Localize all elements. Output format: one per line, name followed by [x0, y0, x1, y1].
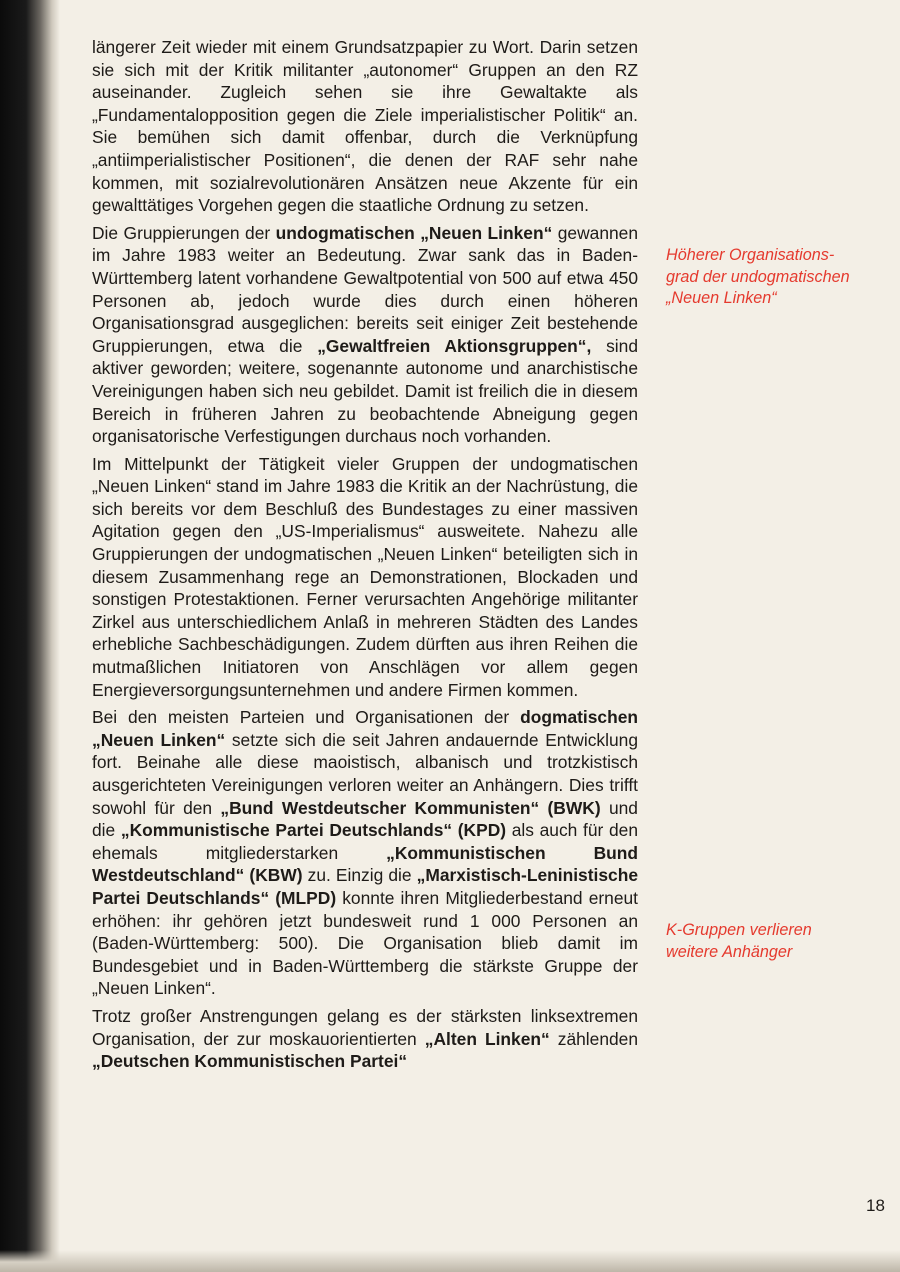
paragraph-4-text: setzte sich die seit Jahren andauernde Entwicklung fort. Beinahe alle diese maoistisch, albanisch und trotzkistisch ausgerichteten Vereinigungen verloren weiter an Anhängern. Dies trifft sowohl für den — [92, 729, 638, 818]
margin-note-line: Höherer Organisations- — [666, 246, 835, 264]
main-text-column — [92, 36, 638, 1078]
paragraph-4-text: zu. Einzig die — [302, 865, 417, 886]
margin-note-organisationsgrad — [666, 245, 896, 310]
paragraph-4-text: als auch für den ehemals mitgliederstarken — [92, 820, 638, 863]
paragraph-2-text: gewannen im Jahre 1983 weiter an Bedeutung. Zwar sank das in Baden-Württemberg latent vorhandene Gewaltpotential von 500 auf etwa 450 Personen ab, jedoch wurde dies durch einen höheren Organisationsgrad ausgeglichen: bereits seit einiger Zeit bestehende Gruppierungen, etwa die — [92, 222, 639, 356]
paragraph-5-bold-alte-linke: „Alten Linken“ — [424, 1028, 550, 1049]
page-bottom-edge — [0, 1250, 900, 1272]
paragraph-5 — [92, 1005, 638, 1073]
paragraph-4-text: Bei den meisten Parteien und Organisationen der — [92, 707, 521, 728]
paragraph-1: längerer Zeit wieder mit einem Grundsatzpapier zu Wort. Darin setzen sie sich mit der Kritik militanter „autonomer“ Gruppen an den RZ auseinander. Zugleich sehen sie ihre Gewaltakte als „Fundamentalopposition gegen die Ziele imperialistischer Politik“ an. Sie bemühen sich damit offenbar, durch die Verknüpfung „antiimperialistischer Positionen“, die denen der RAF sehr nahe kommen, mit sozialrevolutionären Ansätzen neue Akzente für ein gewalttätiges Vorgehen gegen die staatliche Ordnung zu setzen. — [92, 37, 638, 216]
paragraph-4-bold-dogmatic: dogmatischen „Neuen Linken“ — [92, 707, 638, 750]
paragraph-5-text: zählenden — [549, 1028, 639, 1049]
paragraph-2-bold-gewaltfreie: „Gewaltfreien Aktionsgruppen“, — [317, 335, 592, 356]
paragraph-5-bold-dkp: „Deutschen Kommunistischen Partei“ — [92, 1051, 408, 1072]
margin-note-line: K-Gruppen verlieren — [666, 921, 812, 939]
margin-note-line: „Neuen Linken“ — [666, 289, 777, 307]
book-binding-shadow — [0, 0, 60, 1272]
paragraph-3: Im Mittelpunkt der Tätigkeit vieler Gruppen der undogmatischen „Neuen Linken“ stand im Jahre 1983 die Kritik an der Nachrüstung, die sich bereits vor dem Beschluß des Bundestages zu einer massiven Agitation gegen den „US-Imperialismus“ ausweitete. Nahezu alle Gruppierungen der undogmatischen „Neuen Linken“ beteiligten sich in diesem Zusammenhang rege an Demonstrationen, Blockaden und sonstigen Protestaktionen. Ferner verursachten Angehörige militanter Zirkel aus unterschiedlichem Anlaß in mehreren Städten des Landes erhebliche Sachbeschädigungen. Zudem dürften aus ihren Reihen die mutmaßlichen Initiatoren von Anschlägen vor allem gegen Energieversorgungsunternehmen und andere Firmen kommen. — [92, 453, 638, 700]
paragraph-4-bold-kbw: „Kommunistischen Bund Westdeutschland“ (KBW) — [92, 842, 638, 886]
paragraph-4-text: konnte ihren Mitgliederbestand erneut erhöhen: ihr gehören jetzt bundesweit rund 1 000 Personen an (Baden-Württemberg: 500). Die Organisation blieb damit im Bundesgebiet und in Baden-Württemberg die stärkste Gruppe der „Neuen Linken“. — [92, 887, 639, 999]
paragraph-2 — [92, 222, 638, 448]
margin-note-line: weitere Anhänger — [666, 942, 793, 961]
paragraph-4-bold-bwk: „Bund Westdeutscher Kommunisten“ (BWK) — [220, 797, 601, 818]
paragraph-2-text: sind aktiver geworden; weitere, sogenannte autonome und anarchistische Vereinigungen haben sich neu gebildet. Damit ist freilich die in diesem Bereich in früheren Jahren zu beobachtende Abneigung gegen organisatorische Verfestigungen durchaus noch vorhanden. — [92, 335, 638, 447]
page-number: 18 — [866, 1196, 885, 1215]
paragraph-2-bold-undogmatic: undogmatischen „Neuen Linken“ — [275, 222, 553, 243]
margin-note-line: grad der undogmatischen — [666, 267, 850, 286]
paragraph-4-text: und die — [92, 797, 638, 841]
paragraph-2-text: Die Gruppierungen der — [92, 222, 276, 243]
paragraph-5-text: Trotz großer Anstrengungen gelang es der stärksten linksextremen Organisation, der zur moskauorientierten — [92, 1005, 638, 1049]
margin-note-k-gruppen — [666, 920, 896, 963]
paragraph-4 — [92, 706, 638, 1000]
paragraph-4-bold-mlpd: „Marxistisch-Leninistische Partei Deutschlands“ (MLPD) — [92, 865, 638, 908]
paragraph-4-bold-kpd: „Kommunistische Partei Deutschlands“ (KPD) — [120, 820, 507, 841]
